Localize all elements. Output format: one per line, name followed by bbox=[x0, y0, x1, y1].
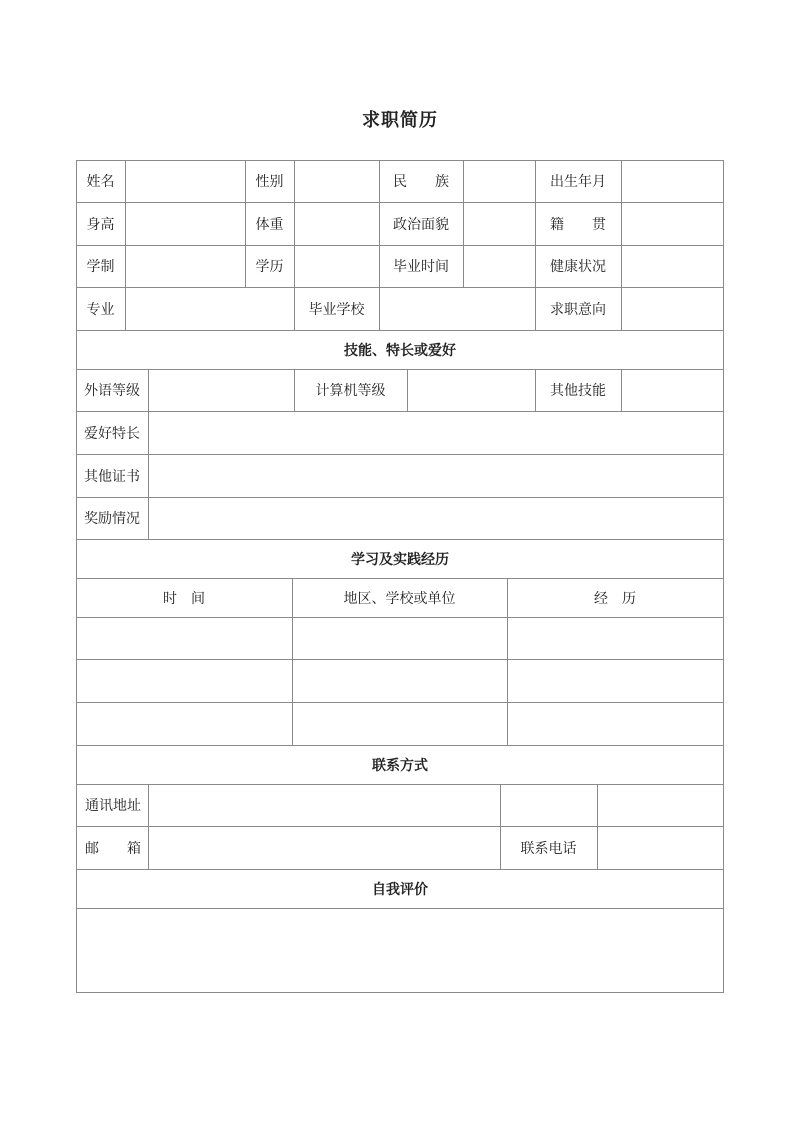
experience-column-header: 经 历 bbox=[594, 590, 636, 607]
experience-detail-cell[interactable] bbox=[507, 617, 723, 659]
name-field[interactable] bbox=[125, 160, 245, 202]
address-field[interactable] bbox=[148, 784, 500, 826]
height-field[interactable] bbox=[125, 202, 245, 245]
ethnicity-field[interactable] bbox=[463, 160, 535, 202]
major-label: 专业 bbox=[86, 301, 115, 318]
cert-label: 其他证书 bbox=[84, 468, 140, 485]
page-title: 求职简历 bbox=[362, 110, 438, 131]
birth-label: 出生年月 bbox=[550, 174, 606, 190]
experience-detail-cell[interactable] bbox=[507, 702, 723, 745]
grad-time-label: 毕业时间 bbox=[393, 259, 449, 275]
native-label: 籍 贯 bbox=[550, 216, 606, 233]
experience-place-cell[interactable] bbox=[292, 617, 507, 659]
experience-section-title: 学习及实践经历 bbox=[351, 551, 449, 568]
school-field[interactable] bbox=[379, 287, 535, 330]
time-column-header: 时 间 bbox=[163, 590, 205, 607]
experience-detail-cell[interactable] bbox=[507, 659, 723, 702]
place-column-header: 地区、学校或单位 bbox=[343, 590, 456, 607]
cert-field[interactable] bbox=[148, 454, 723, 497]
award-field[interactable] bbox=[148, 497, 723, 539]
health-field[interactable] bbox=[621, 245, 723, 287]
gender-field[interactable] bbox=[294, 160, 379, 202]
computer-field[interactable] bbox=[407, 369, 535, 411]
hobby-label: 爱好特长 bbox=[84, 425, 140, 442]
skills-section-title: 技能、特长或爱好 bbox=[344, 342, 456, 359]
school-label: 毕业学校 bbox=[308, 301, 365, 318]
other-skill-field[interactable] bbox=[621, 369, 723, 411]
phone-label: 联系电话 bbox=[520, 840, 577, 857]
schooling-label: 学制 bbox=[86, 259, 115, 275]
weight-field[interactable] bbox=[294, 202, 379, 245]
phone-field[interactable] bbox=[597, 826, 723, 869]
language-field[interactable] bbox=[148, 369, 294, 411]
computer-label: 计算机等级 bbox=[315, 383, 386, 399]
other-skill-label: 其他技能 bbox=[550, 383, 606, 399]
contact-section-title: 联系方式 bbox=[372, 757, 428, 774]
experience-place-cell[interactable] bbox=[292, 659, 507, 702]
award-label: 奖励情况 bbox=[84, 511, 140, 527]
address-label: 通讯地址 bbox=[85, 798, 141, 814]
email-field[interactable] bbox=[148, 826, 500, 869]
gender-label: 性别 bbox=[255, 174, 284, 190]
schooling-field[interactable] bbox=[125, 245, 245, 287]
hobby-field[interactable] bbox=[148, 411, 723, 454]
contact-extra-field[interactable] bbox=[500, 784, 597, 826]
political-field[interactable] bbox=[463, 202, 535, 245]
weight-label: 体重 bbox=[255, 216, 284, 233]
native-field[interactable] bbox=[621, 202, 723, 245]
intent-label: 求职意向 bbox=[550, 301, 606, 318]
political-label: 政治面貌 bbox=[393, 216, 449, 233]
degree-label: 学历 bbox=[255, 259, 284, 275]
height-label: 身高 bbox=[86, 216, 115, 233]
grad-time-field[interactable] bbox=[463, 245, 535, 287]
language-label: 外语等级 bbox=[84, 383, 140, 399]
self-eval-field[interactable] bbox=[76, 908, 724, 992]
name-label: 姓名 bbox=[86, 174, 115, 190]
experience-time-cell[interactable] bbox=[76, 617, 292, 659]
resume-table bbox=[76, 160, 724, 993]
experience-time-cell[interactable] bbox=[76, 659, 292, 702]
ethnicity-label: 民 族 bbox=[393, 174, 449, 190]
email-label: 邮 箱 bbox=[85, 840, 141, 857]
degree-field[interactable] bbox=[294, 245, 379, 287]
experience-place-cell[interactable] bbox=[292, 702, 507, 745]
intent-field[interactable] bbox=[621, 287, 723, 330]
birth-field[interactable] bbox=[621, 160, 723, 202]
contact-extra-field[interactable] bbox=[597, 784, 723, 826]
self-eval-section-title: 自我评价 bbox=[372, 881, 428, 898]
experience-time-cell[interactable] bbox=[76, 702, 292, 745]
major-field[interactable] bbox=[125, 287, 294, 330]
health-label: 健康状况 bbox=[550, 259, 606, 275]
